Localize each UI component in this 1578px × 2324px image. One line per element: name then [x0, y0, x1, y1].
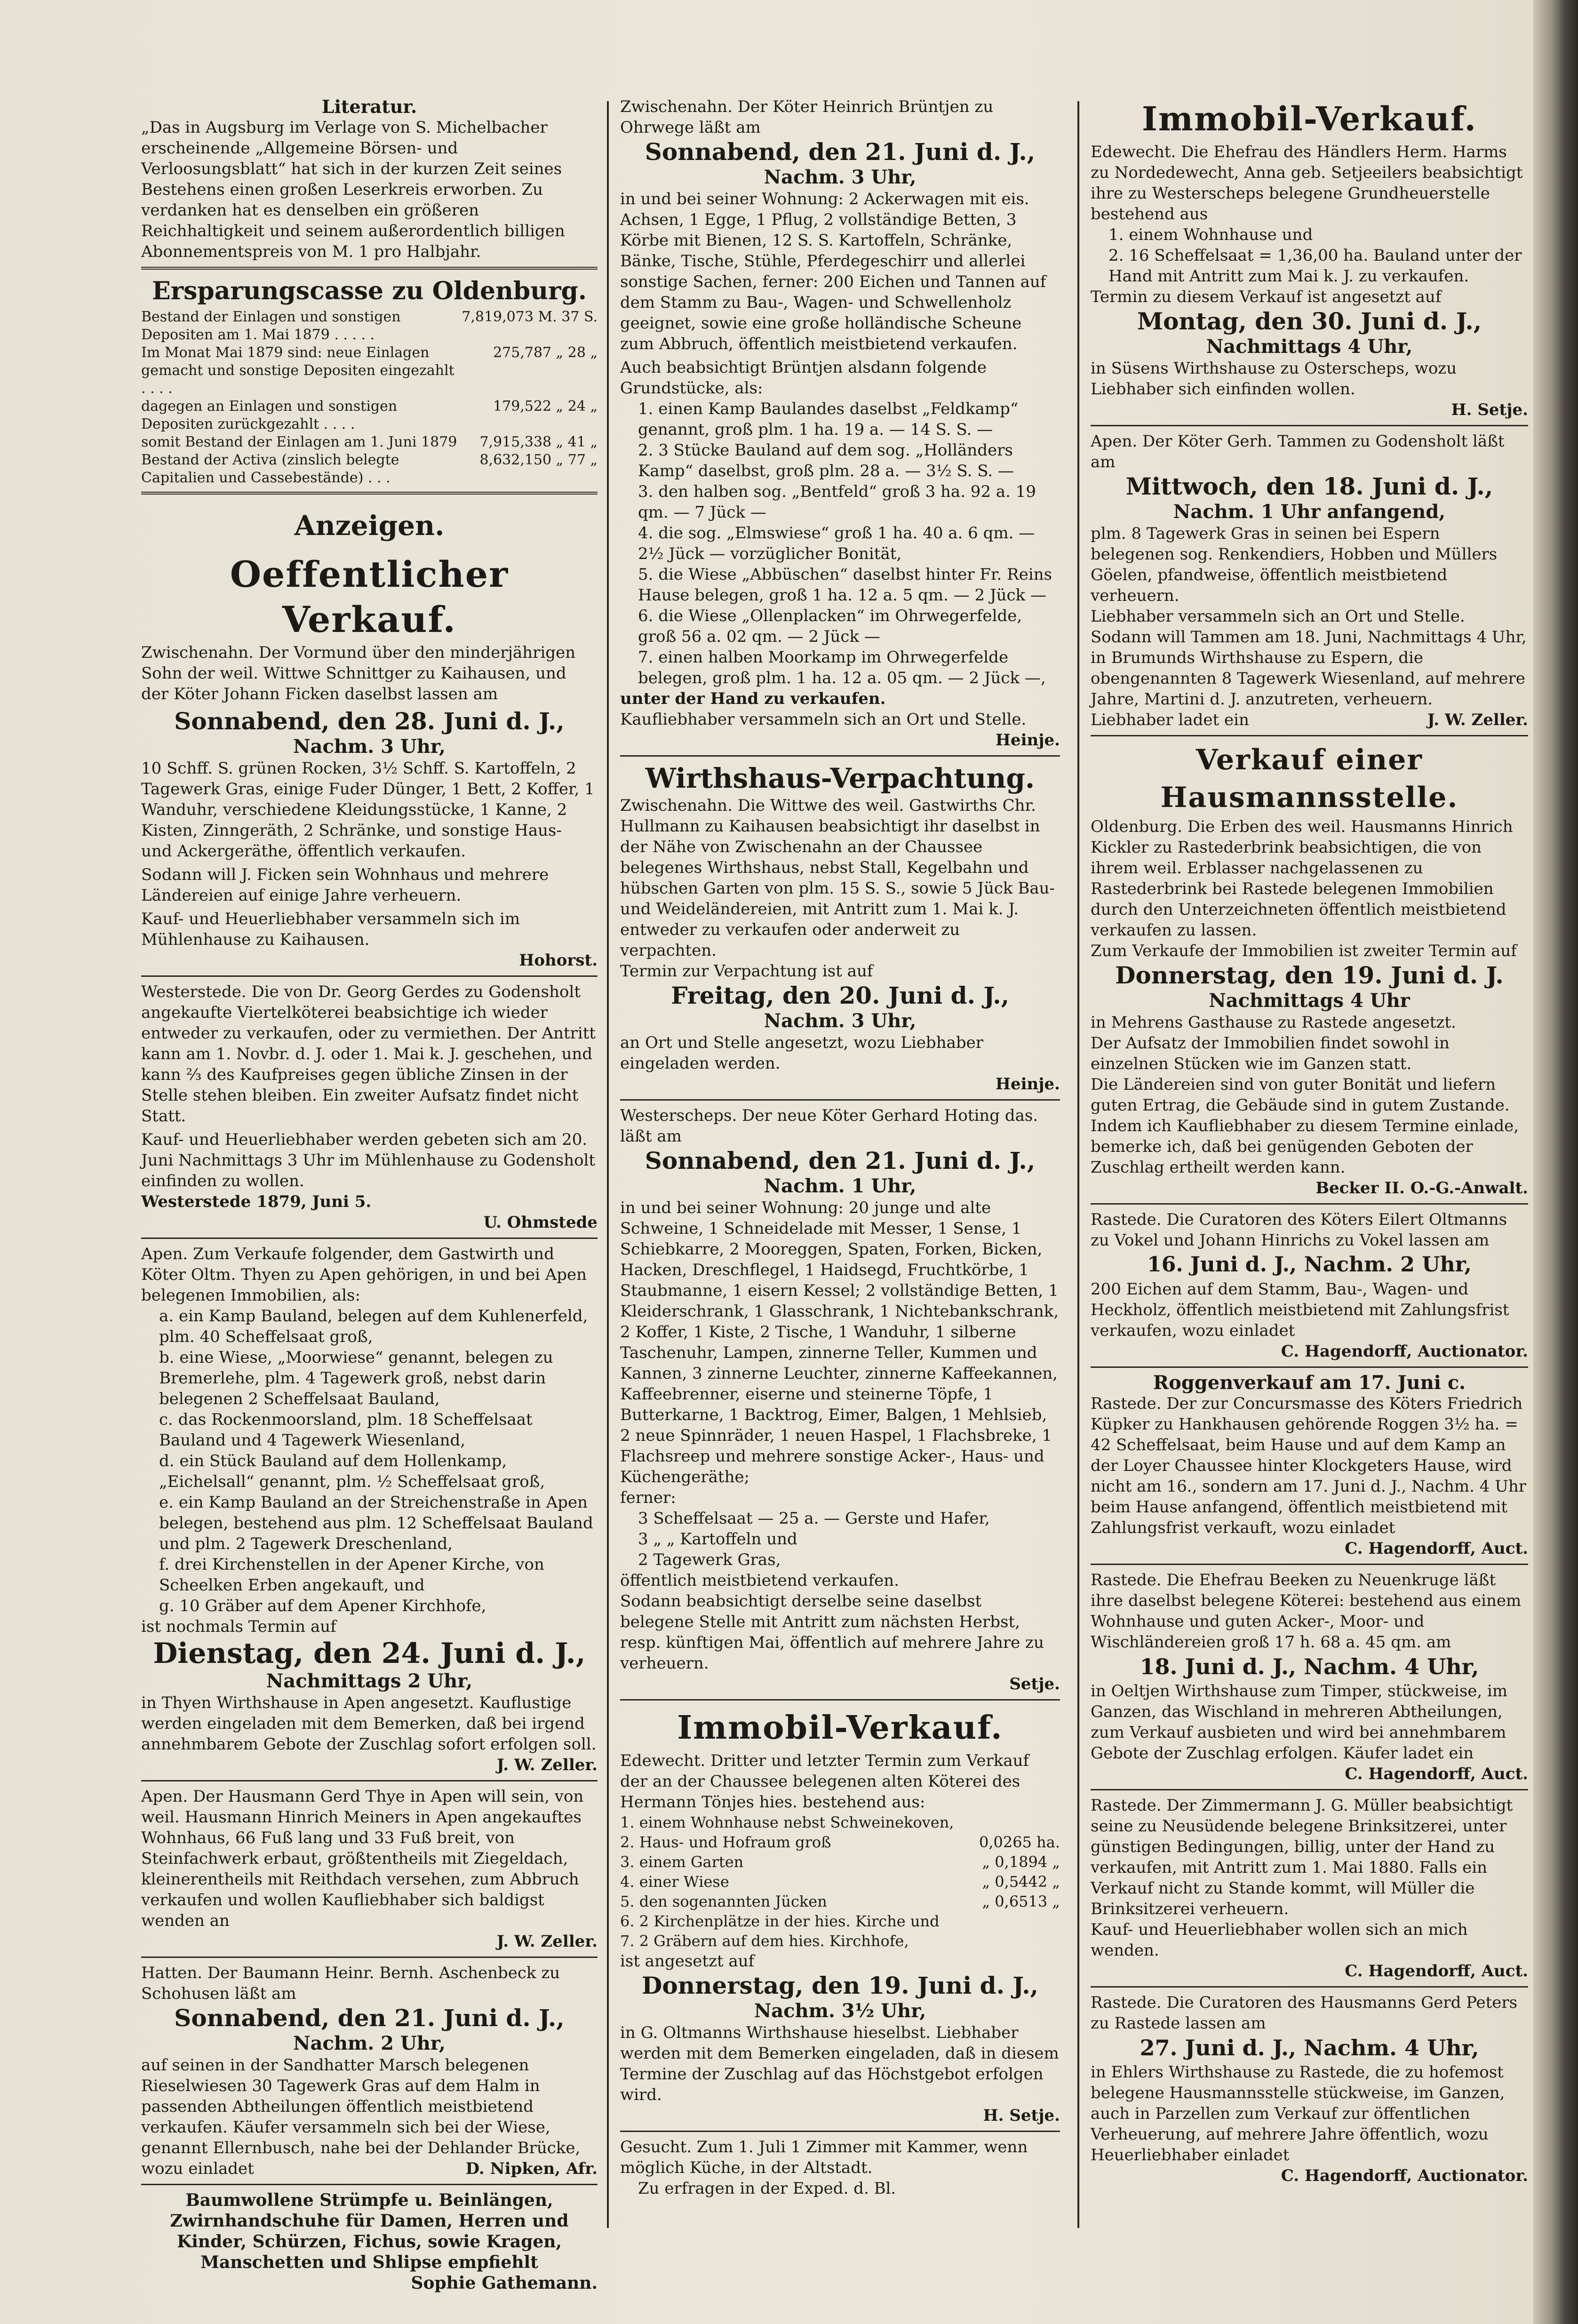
ad-body: plm. 8 Tagewerk Gras in seinen bei Espern belegenen sog. Renkendiers, Hobben und Müllers Göelen, pfandweise, öffentlich meistbietend verheuern. [1091, 524, 1498, 605]
ad-item: 2 Tagewerk Gras, [638, 1550, 781, 1569]
ad-date: Donnerstag, den 19. Juni d. J., [641, 1972, 1039, 1999]
ad-item: 3 Scheffelsaat — 25 a. — Gerste und Hafer, [638, 1509, 990, 1528]
ad-body: Kauf- und Heuerliebhaber versammeln sich im Mühlenhause zu Kaihausen. [141, 910, 520, 949]
divider [141, 2184, 598, 2185]
divider [1091, 1789, 1528, 1790]
ad-body: in und bei seiner Wohnung: 2 Ackerwagen mit eis. Achsen, 1 Egge, 1 Pflug, 2 vollständige Betten, 3 Körbe mit Bienen, 12 S. S. Kartoffeln, Schränke, Bänke, Tische, Stühle, Pferdegeschirr und allerlei sonstige Sachen, ferner: 200 Eichen und Tannen auf dem Stamm zu Bau-, Wagen- und Schwellenholz geeignet, sowie eine große holländische Scheune zum Abbruch, öffentlich meistbietend verkaufen. [620, 190, 1046, 353]
ad-signature: H. Setje. [1451, 400, 1528, 419]
ad-item: 4. die sog. „Elmswiese“ groß 1 ha. 40 a. 6 qm. — 2½ Jück — vorzüglicher Bonität, [638, 524, 1035, 563]
divider [620, 1099, 1060, 1101]
ad-signature: C. Hagendorff, Auctionator. [1281, 1342, 1528, 1361]
ad-signature: J. W. Zeller. [496, 1932, 598, 1951]
list-item: 2. Haus- und Hofraum groß 0,0265 ha. [620, 1833, 1060, 1851]
ad-signature: C. Hagendorff, Auct. [1345, 1539, 1528, 1558]
ad-signature: J. W. Zeller. [496, 1756, 598, 1774]
literatur-text: „Das in Augsburg im Verlage von S. Michelbacher erscheinende „Allgemeine Börsen- und Verloosungsblatt“ hat sich in der kurzen Zeit seines Bestehens einen großen Leserkreis erworben. Zu verdanken hat es denselben ein größeren Reichhaltigkeit und seinem außerordentlich billigen Abonnementspreis von M. 1 pro Halbjahr. [141, 118, 565, 261]
ad-body: Liebhaber versammeln sich an Ort und Stelle. [1091, 607, 1465, 626]
ad-time: Nachm. 2 Uhr, [293, 2032, 446, 2054]
ad-body: Termin zur Verpachtung ist auf [620, 962, 873, 981]
ad-body: an Ort und Stelle angesetzt, wozu Liebhaber eingeladen werden. [620, 1033, 984, 1073]
ad-signature: J. W. Zeller. [1427, 711, 1528, 729]
ad-date: Montag, den 30. Juni d. J., [1137, 307, 1482, 335]
list-item: 7. 2 Gräbern auf dem hies. Kirchhofe, [620, 1932, 909, 1950]
ad-body: Zum Verkaufe der Immobilien ist zweiter Termin auf [1091, 942, 1517, 960]
ad-item: 1. einen Kamp Baulandes daselbst „Feldkamp“ genannt, groß plm. 1 ha. 19 a. — 14 S. S. — [638, 399, 1019, 439]
ad-signature: C. Hagendorff, Auct. [1345, 1765, 1528, 1783]
ad-signature: D. Nipken, Afr. [465, 2159, 598, 2178]
ad-text: Zwischenahn. Der Köter Heinrich Brüntjen zu Ohrwege läßt am [620, 97, 994, 137]
ad-item: g. 10 Gräber auf dem Apener Kirchhofe, [159, 1597, 486, 1615]
ad-time: Nachmittags 4 Uhr, [1206, 335, 1413, 358]
ad-body: ferner: [620, 1488, 676, 1507]
ad-line: Zwirnhandschuhe für Damen, Herren und [170, 2211, 569, 2231]
ad-signature-row: Liebhaber ladet ein J. W. Zeller. [1091, 711, 1528, 729]
ad-body: 200 Eichen auf dem Stamm, Bau-, Wagen- und Heckholz, öffentlich meistbietend mit Zahlungsfrist verkaufen, wozu einladet [1091, 1280, 1509, 1340]
ad-time: Nachm. 3 Uhr, [764, 166, 917, 188]
ad-text: Oldenburg. Die Erben des weil. Hausmanns Hinrich Kickler zu Rastederbrink beabsichtigen, die von ihrem weil. Erblasser nachgelassenen zu Rastederbrink bei Rastede belegenen Immobilien durch den Unterzeichneten öffentlich meistbietend verkaufen zu lassen. [1091, 817, 1513, 940]
divider [1091, 735, 1528, 736]
ad-body: öffentlich meistbietend verkaufen. [620, 1571, 899, 1590]
literatur-heading: Literatur. [321, 96, 417, 117]
ad-body: in Thyen Wirthshause in Apen angesetzt. Kauflustige werden eingeladen mit dem Bemerken, daß bei irgend annehmbarem Gebote der Zuschlag sofort erfolgen soll. [141, 1693, 597, 1754]
ad-item: 3 „ „ Kartoffeln und [638, 1530, 797, 1549]
ad-body: in und bei seiner Wohnung: 20 junge und alte Schweine, 1 Schneidelade mit Messer, 1 Sense, 1 Schiebkarre, 2 Mooreggen, Spaten, Forken, Bicken, Hacken, Dreschflegel, 1 Haidsegd, Fruchtkörbe, 1 Staubmanne, 1 eisern Kessel; 2 vollständige Betten, 1 Kleiderschrank, 1 Glasschrank, 1 Nichtebankschrank, 2 Koffer, 1 Kiste, 2 Tische, 1 Wanduhr, 1 silberne Taschenuhr, Lampen, zinnerne Teller, Kummen und Kannen, 3 zinnerne Leuchter, zinnerne Kaffeekannen, Kaffeebrenner, eiserne und steinerne Töpfe, 1 Butterkarne, 1 Backtrog, Eimer, Balgen, 1 Mehlsieb, 2 neue Spinnräder, 1 neuen Haspel, 1 Flachsbreke, 1 Flachsreep und mehrere sonstige Acker-, Haus- und Küchengeräthe; [620, 1198, 1059, 1486]
immobil-heading: Immobil-Verkauf. [1142, 99, 1477, 138]
ad-signature: Heinje. [995, 731, 1060, 750]
divider [1091, 1564, 1528, 1565]
ad-time: Nachmittags 4 Uhr [1209, 990, 1410, 1012]
ad-time: Nachm. 3½ Uhr, [754, 2000, 926, 2022]
divider [1091, 1203, 1528, 1205]
ad-body: Termin zu diesem Verkauf ist angesetzt auf [1091, 288, 1442, 306]
ad-date: 27. Juni d. J., Nachm. 4 Uhr, [1140, 2035, 1479, 2060]
wirthshaus-heading: Wirthshaus-Verpachtung. [645, 762, 1035, 794]
ad-item: e. ein Kamp Bauland an der Streichenstraße in Apen belegen, bestehend aus plm. 12 Scheffelsaat Bauland und plm. 2 Tagewerk Dreschenland, [159, 1493, 593, 1553]
ad-body: Sodann beabsichtigt derselbe seine daselbst belegene Stelle mit Antritt zum nächsten Herbst, resp. künftigen Mai, öffentlich auf mehrere Jahre zu verheuern. [620, 1592, 1044, 1673]
ad-body: Sodann will Tammen am 18. Juni, Nachmittags 4 Uhr, in Brumunds Wirthshause zu Espern, die obengenannten 8 Tagewerk Wiesenland, auf mehrere Jahre, Martini d. J. anzutreten, verheuern. [1091, 628, 1527, 709]
ad-date: Sonnabend, den 21. Juni d. J., [645, 138, 1036, 166]
ad-place-date: Westerstede 1879, Juni 5. [141, 1192, 372, 1211]
table-row: Bestand der Activa (zinslich belegte Capitalien und Cassebestände) . . . 8,632,150 „ 77 „ [141, 452, 598, 486]
ad-text: Gesucht. Zum 1. Juli 1 Zimmer mit Kammer, wenn möglich Küche, in der Altstadt. [620, 2138, 1028, 2177]
ad-text: Rastede. Die Curatoren des Hausmanns Gerd Peters zu Rastede lassen am [1091, 1993, 1518, 2033]
ad-time: Nachm. 1 Uhr anfangend, [1173, 501, 1446, 523]
divider [1091, 425, 1528, 426]
ad-line: Baumwollene Strümpfe u. Beinlängen, [185, 2190, 553, 2210]
ad-item: 7. einen halben Moorkamp im Ohrwegerfelde belegen, groß plm. 1 ha. 12 a. 05 qm. — 2 Jück —, [638, 648, 1046, 687]
ad-text: Zwischenahn. Die Wittwe des weil. Gastwirths Chr. Hullmann zu Kaihausen beabsichtigt ihr daselbst in der Nähe von Zwischenahn an der Chaussee belegenes Wirthshaus, nebst Stall, Kegelbahn und hübschen Garten von plm. 15 S. S., sowie 5 Jück Bau- und Weideländereien, mit Antritt zum 1. Mai k. J. entweder zu verkaufen oder anderweit zu verpachten. [620, 796, 1055, 960]
ad-body: in Ehlers Wirthshause zu Rastede, die zu hofemost belegene Hausmannsstelle stückweise, im Ganzen, auch in Parzellen zum Verkauf zur öffentlichen Verheuerung, auf mehrere Jahre öffentlich, wozu Heuerliebhaber einladet [1091, 2063, 1505, 2164]
ad-body: unter der Hand zu verkaufen. [620, 689, 886, 708]
ad-body: auf seinen in der Sandhatter Marsch belegenen Rieselwiesen 30 Tagewerk Gras auf dem Halm in passenden Abtheilungen öffentlich meistbietend verkaufen. Käufer versammeln sich bei der Wiese, genannt Ellernbusch, nahe bei der Dehlander Brücke, [141, 2056, 581, 2157]
ad-date: Mittwoch, den 18. Juni d. J., [1125, 472, 1493, 500]
ad-text: Westerscheps. Der neue Köter Gerhard Hoting das. läßt am [620, 1106, 1038, 1146]
divider [141, 1238, 598, 1239]
ad-signature: C. Hagendorff, Auctionator. [1281, 2166, 1528, 2185]
ad-item: 1. einem Wohnhause und [1108, 225, 1313, 244]
divider [141, 492, 598, 495]
ad-body: Kaufliebhaber versammeln sich an Ort und Stelle. [620, 710, 1027, 729]
ad-text: Edewecht. Dritter und letzter Termin zum Verkauf der an der Chaussee belegenen alten Köterei des Hermann Tönjes hies. bestehend aus: [620, 1751, 1029, 1812]
ad-item: 2. 16 Scheffelsaat = 1,36,00 ha. Bauland unter der Hand mit Antritt zum Mai k. J. zu verkaufen. [1108, 246, 1522, 286]
ad-item: 5. die Wiese „Abbüschen“ daselbst hinter Fr. Reins Hause belegen, groß 1 ha. 12 a. 5 qm. — 2 Jück — [638, 565, 1052, 605]
ad-body: Auch beabsichtigt Brüntjen alsdann folgende Grundstücke, als: [620, 358, 987, 398]
divider [620, 755, 1060, 757]
ad-item: 6. die Wiese „Ollenplacken“ im Ohrwegerfelde, groß 56 a. 02 qm. — 2 Jück — [638, 607, 1022, 646]
ad-text: Zwischenahn. Der Vormund über den minderjährigen Sohn der weil. Wittwe Schnittger zu Kaihausen, und der Köter Johann Ficken daselbst lassen am [141, 643, 576, 703]
ad-text: Edewecht. Die Ehefrau des Händlers Herm. Harms zu Nordedewecht, Anna geb. Setjeeilers beabsichtigt ihre zu Westerscheps belegene Grundheuerstelle bestehend aus [1091, 143, 1523, 224]
ad-signature: H. Setje. [983, 2106, 1060, 2125]
ad-date: Dienstag, den 24. Juni d. J., [153, 1637, 586, 1670]
column-rule [607, 101, 609, 2228]
ad-time: Nachm. 3 Uhr, [764, 1010, 917, 1032]
table-row: Bestand der Einlagen und sonstigen Depositen am 1. Mai 1879 . . . . . 7,819,073 M. 37 S. [141, 309, 598, 343]
divider [141, 1780, 598, 1781]
table-row: somit Bestand der Einlagen am 1. Juni 1879 7,915,338 „ 41 „ [141, 434, 598, 450]
ad-signature: Setje. [1009, 1675, 1060, 1693]
ad-text: Rastede. Der Zimmermann J. G. Müller beabsichtigt seine zu Neusüdende belegene Brinksitzerei, unter günstigen Bedingungen, billig, unter der Hand zu verkaufen, mit Antritt zum 1. Mai 1880. Falls ein Verkauf nicht zu Stande kommt, will Müller die Brinksitzerei verheuern. [1091, 1796, 1513, 1918]
ad-date: Sonnabend, den 21. Juni d. J., [174, 2004, 565, 2032]
ad-item: c. das Rockenmoorsland, plm. 18 Scheffelsaat Bauland und 4 Tagewerk Wiesenland, [159, 1410, 533, 1450]
roggen-heading: Roggenverkauf am 17. Juni c. [1153, 1372, 1466, 1394]
ad-signature: C. Hagendorff, Auct. [1345, 1962, 1528, 1981]
ad-body: Sodann will J. Ficken sein Wohnhaus und mehrere Ländereien auf einige Jahre verheuern. [141, 865, 549, 905]
ad-body: in Oeltjen Wirthshause zum Timper, stückweise, im Ganzen, das Wischland in mehreren Abtheilungen, zum Verkauf ausbieten und wird bei annehmbarem Gebote der Zuschlag erfolgen. Käufer ladet ein [1091, 1682, 1508, 1763]
ad-date: Sonnabend, den 21. Juni d. J., [645, 1147, 1036, 1174]
column-3 [1091, 96, 1528, 2270]
ad-signature: Hohorst. [519, 951, 598, 970]
divider [1091, 1986, 1528, 1988]
list-item: 3. einem Garten „ 0,1894 „ [620, 1853, 1060, 1871]
ad-body: ist angesetzt auf [620, 1952, 755, 1971]
ad-time: Nachm. 1 Uhr, [764, 1175, 917, 1197]
list-item: 4. einer Wiese „ 0,5442 „ [620, 1873, 1060, 1891]
ad-line: Manschetten und Shlipse empfiehlt [200, 2252, 538, 2272]
ad-signature: Sophie Gathemann. [411, 2273, 598, 2293]
sparkasse-heading: Ersparungscasse zu Oldenburg. [152, 277, 587, 305]
ad-date: 18. Juni d. J., Nachm. 4 Uhr, [1140, 1654, 1479, 1679]
page-edge-shadow [1533, 0, 1578, 2324]
ad-item: d. ein Stück Bauland auf dem Hollenkamp, „Eichelsall“ genannt, plm. ½ Scheffelsaat groß, [159, 1452, 545, 1491]
ad-text: Rastede. Der zur Concursmasse des Köters Friedrich Küpker zu Hankhausen gehörende Roggen 3½ ha. = 42 Scheffelsaat, beim Hause und auf dem Kamp an der Loyer Chaussee hinter Klockgeters Hause, wird nicht am 16., sondern am 17. Juni d. J., Nachm. 4 Uhr beim Hause anfangend, öffentlich meistbietend mit Zahlungsfrist verkauft, wozu einladet [1091, 1394, 1527, 1537]
ad-signature: U. Ohmstede [483, 1213, 598, 1232]
list-item: 5. den sogenannten Jücken „ 0,6513 „ [620, 1893, 1060, 1910]
ad-item: 3. den halben sog. „Bentfeld“ groß 3 ha. 92 a. 19 qm. — 7 Jück — [638, 482, 1036, 522]
table-row: dagegen an Einlagen und sonstigen Depositen zurückgezahlt . . . . 179,522 „ 24 „ [141, 398, 598, 432]
table-row: Im Monat Mai 1879 sind: neue Einlagen gemacht und sonstige Depositen eingezahlt . . . . 275,787 „ 28 „ [141, 344, 598, 397]
immobil-heading: Immobil-Verkauf. [677, 1709, 1003, 1747]
ad-text: Westerstede. Die von Dr. Georg Gerdes zu Godensholt angekaufte Viertelköterei beabsichtige ich wieder entweder zu verkaufen, oder zu vermiethen. Der Antritt kann am 1. Novbr. d. J. oder 1. Mai k. J. geschehen, und kann ⅔ des Kaufpreises gegen übliche Zinsen in der Stelle stehen bleiben. Ein zweiter Aufsatz findet nicht Statt. [141, 982, 596, 1126]
ad-time: Nachmittags 2 Uhr, [266, 1670, 473, 1692]
divider [620, 1699, 1060, 1701]
hausmannsstelle-heading: Verkauf einer Hausmannsstelle. [1160, 743, 1458, 814]
ad-body: in Mehrens Gasthause zu Rastede angesetzt. [1091, 1013, 1456, 1032]
divider [141, 267, 598, 270]
ad-text: Apen. Zum Verkaufe folgender, dem Gastwirth und Köter Oltm. Thyen zu Apen gehörigen, in und bei Apen belegenen Immobilien, als: [141, 1245, 587, 1305]
column-rule [1077, 101, 1079, 2228]
ad-body: 10 Schff. S. grünen Rocken, 3½ Schff. S. Kartoffeln, 2 Tagewerk Gras, einige Fuder Dünger, 1 Bett, 2 Koffer, 1 Wanduhr, verschiedene Kleidungsstücke, 1 Kanne, 2 Kisten, Zinngeräth, 2 Schränke, und sonstige Haus- und Ackergeräthe, öffentlich verkaufen. [141, 759, 595, 861]
ad-text: Rastede. Die Ehefrau Beeken zu Neuenkruge läßt ihre daselbst belegene Köterei: bestehend aus einem Wohnhause und guten Acker-, Moor- und Wischländereien groß 17 h. 68 a. 45 qm. am [1091, 1571, 1522, 1652]
ad-text: Rastede. Die Curatoren des Köters Eilert Oltmanns zu Vokel und Johann Hinrichs zu Vokel lassen am [1091, 1210, 1507, 1250]
ad-body: Zu erfragen in der Exped. d. Bl. [638, 2179, 896, 2198]
divider [1091, 1366, 1528, 1368]
ad-date: 16. Juni d. J., Nachm. 2 Uhr, [1147, 1253, 1472, 1277]
ad-body: ist nochmals Termin auf [141, 1617, 336, 1636]
column-1 [141, 96, 598, 2293]
ad-item: a. ein Kamp Bauland, belegen auf dem Kuhlenerfeld, plm. 40 Scheffelsaat groß, [159, 1307, 588, 1346]
ad-item: 2. 3 Stücke Bauland auf dem sog. „Holländers Kamp“ daselbst, groß plm. 28 a. — 3½ S. S. — [638, 441, 1014, 480]
list-item: 6. 2 Kirchenplätze in der hies. Kirche und [620, 1912, 940, 1930]
ad-text: Apen. Der Hausmann Gerd Thye in Apen will sein, von weil. Hausmann Hinrich Meiners in Apen angekauftes Wohnhaus, 66 Fuß lang und 33 Fuß breit, von Steinfachwerk erbaut, größtentheils mit Ziegeldach, kleinerentheils mit Reithdach versehen, zum Abbruch verkaufen und wollen Kaufliebhaber sich baldigst wenden an [141, 1787, 584, 1930]
ad-item: b. eine Wiese, „Moorwiese“ genannt, belegen zu Bremerlehe, plm. 4 Tagewerk groß, nebst darin belegenen 2 Scheffelsaat Bauland, [159, 1348, 553, 1408]
ad-body: Kauf- und Heuerliebhaber werden gebeten sich am 20. Juni Nachmittags 3 Uhr im Mühlenhause zu Godensholt einfinden zu wollen. [141, 1130, 596, 1190]
anzeigen-heading: Anzeigen. [294, 510, 445, 542]
ad-signature-row: wozu einladet D. Nipken, Afr. [141, 2159, 598, 2178]
ad-time: Nachm. 3 Uhr, [293, 735, 446, 758]
divider [141, 1957, 598, 1958]
ad-date: Donnerstag, den 19. Juni d. J. [1115, 961, 1504, 989]
divider [141, 975, 598, 977]
verkauf-heading: Oeffentlicher Verkauf. [230, 553, 509, 640]
divider [620, 2131, 1060, 2132]
column-2 [620, 96, 1060, 2270]
ad-date: Sonnabend, den 28. Juni d. J., [174, 707, 565, 735]
ad-date: Freitag, den 20. Juni d. J., [670, 982, 1010, 1009]
ad-body: Die Ländereien sind von guter Bonität und liefern guten Ertrag, die Gebäude sind in gutem Zustande. [1091, 1075, 1510, 1115]
ad-body: Kauf- und Heuerliebhaber wollen sich an mich wenden. [1091, 1920, 1468, 1960]
ad-body: in G. Oltmanns Wirthshause hieselbst. Liebhaber werden mit dem Bemerken eingeladen, daß in diesem Termine der Zuschlag auf das Höchstgebot erfolgen wird. [620, 2023, 1059, 2104]
ad-text: Hatten. Der Baumann Heinr. Bernh. Aschenbeck zu Schohusen läßt am [141, 1964, 560, 2003]
ad-signature: Heinje. [995, 1075, 1060, 1094]
sparkasse-table [141, 308, 598, 487]
ad-text: Apen. Der Köter Gerh. Tammen zu Godensholt läßt am [1091, 432, 1505, 471]
ad-signature: Becker II. O.-G.-Anwalt. [1315, 1179, 1528, 1198]
ad-body: Der Aufsatz der Immobilien findet sowohl in einzelnen Stücken wie im Ganzen statt. [1091, 1034, 1450, 1073]
list-item: 1. einem Wohnhause nebst Schweinekoven, [620, 1813, 954, 1831]
ad-item: f. drei Kirchenstellen in der Apener Kirche, von Scheelken Erben angekauft, und [159, 1555, 544, 1595]
ad-line: Kinder, Schürzen, Fichus, sowie Kragen, [176, 2232, 562, 2252]
ad-body: Indem ich Kaufliebhaber zu diesem Termine einlade, bemerke ich, daß bei genügenden Geboten der Zuschlag ertheilt werden kann. [1091, 1117, 1519, 1177]
immobil-list [620, 1813, 1060, 1951]
ad-body: in Süsens Wirthshause zu Osterscheps, wozu Liebhaber sich einfinden wollen. [1091, 359, 1457, 399]
